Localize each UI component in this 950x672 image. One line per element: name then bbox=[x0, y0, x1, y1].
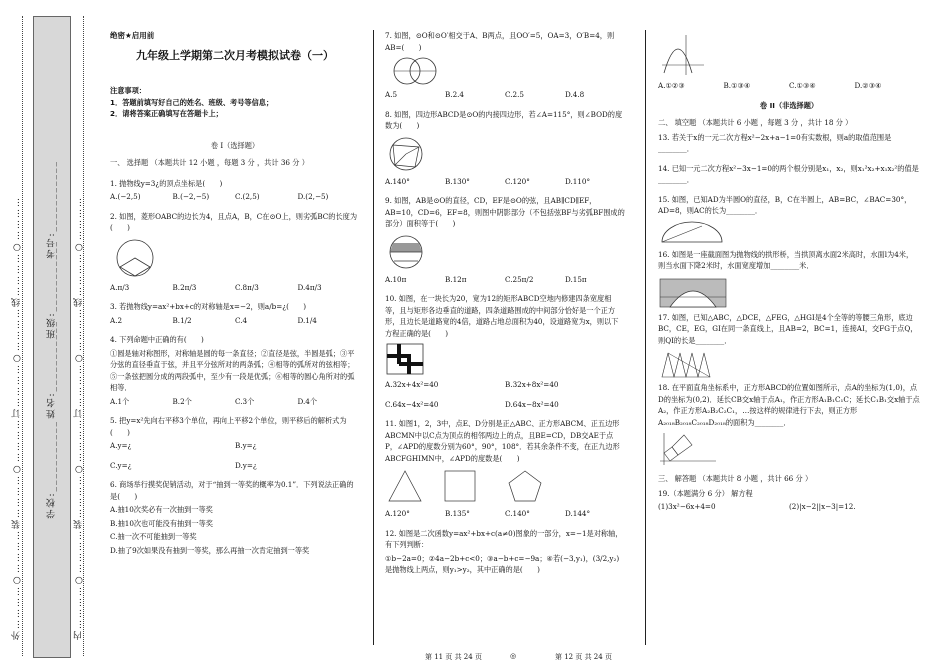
notice-item: 1．答题前填写好自己的姓名、班级、考号等信息； bbox=[110, 97, 274, 107]
shaded-circle-figure bbox=[385, 233, 427, 271]
question-10: 10. 如图，在一块长为20，宽为12的矩形ABCD空地内修建四条宽度相等，且与矩形各边垂直的道路，四条道路围成的中间部分恰好是一个正方形，且边长是道路宽的4倍，道路占地总面积为40，设道路宽为x，则以下方程正确的是( ) bbox=[385, 294, 619, 338]
id-field: 考号:___________ bbox=[47, 160, 57, 259]
option: C.25π/2 bbox=[505, 274, 534, 284]
question-3-options bbox=[110, 315, 360, 327]
option: C.140° bbox=[505, 509, 530, 518]
option: B.12π bbox=[445, 274, 467, 284]
option: D.y=¿ bbox=[235, 460, 257, 470]
option: A.1个 bbox=[110, 396, 130, 406]
question-5: 5. 把y=x²先向右平移3个单位，再向上平移2个单位，则平移后的解析式为( ) bbox=[110, 416, 347, 437]
binding-margin bbox=[0, 0, 100, 672]
option: D.110° bbox=[565, 176, 591, 186]
option: C.y=¿ bbox=[110, 460, 132, 470]
option: B.①③④ bbox=[723, 81, 751, 90]
column-divider bbox=[373, 30, 374, 645]
option: D.4个 bbox=[297, 396, 318, 406]
option: D.抽了9次如果没有抽到一等奖，那么再抽一次肯定抽到一等奖 bbox=[110, 545, 310, 555]
parabola-figure bbox=[658, 33, 708, 77]
option: D.4.8 bbox=[565, 90, 585, 99]
question-4: 4. 下列命题中正确的有( ) bbox=[110, 335, 204, 344]
question-11-options bbox=[385, 508, 625, 520]
question-11: 11. 如图1，2，3中，点E、D分别是正△ABC、正方形ABCM、正五边形ABCMN中以C点为顶点的相邻两边上的点，且BE=CD，DB交AE于点P，∠APD的度数分别为60°，90°，108°．若其余条件不变，在正九边形ABCFGHIMN中，∠APD的度数是( ) bbox=[385, 419, 620, 463]
option: B.(−2,−5) bbox=[172, 192, 210, 201]
arch-bridge-figure bbox=[658, 275, 728, 309]
question-12-options bbox=[658, 80, 920, 92]
option: C.2.5 bbox=[505, 90, 524, 99]
option: B.1/2 bbox=[172, 315, 192, 325]
column-3 bbox=[658, 30, 920, 521]
option: D.②③④ bbox=[854, 81, 882, 90]
question-19: 19.（本题满分 6 分） 解方程 bbox=[658, 488, 753, 498]
semicircle-figure bbox=[658, 220, 728, 246]
section-heading: 二、 填空题 （本题共计 6 小题 ，每题 3 分 ，共计 18 分 ） bbox=[658, 118, 853, 127]
option: A.π/3 bbox=[110, 282, 130, 292]
question-10-options bbox=[385, 379, 625, 391]
option: A.(−2,5) bbox=[110, 192, 141, 201]
road-rectangle-figure bbox=[385, 342, 425, 376]
sub-question: (1)3x²−6x+4=0 bbox=[658, 502, 716, 511]
section-heading: 三、 解答题 （本题共计 8 小题 ，共计 66 分 ） bbox=[658, 474, 813, 483]
option: B.y=¿ bbox=[235, 441, 257, 450]
triangles-figure bbox=[658, 349, 738, 379]
option: D.144° bbox=[565, 509, 591, 518]
option: B.2.4 bbox=[445, 90, 464, 99]
outer-binding-label: 外…………○…………装…………○…………订…………○…………线…………○………… bbox=[12, 196, 22, 640]
question-7-options bbox=[385, 89, 625, 101]
polygon-figures bbox=[385, 467, 585, 505]
option: D.(2,−5) bbox=[297, 192, 329, 201]
name-field: 姓名:___________ bbox=[47, 320, 57, 419]
sub-question: (2)|x−2||x−3|=12. bbox=[789, 502, 856, 511]
rhombus-circle-figure bbox=[110, 237, 160, 279]
question-15: 15. 如图，已知AD为半圆O的直径，B，C在半圆上，AB=BC，∠BAC=30°，AD=8，则AC的长为________． bbox=[658, 194, 912, 215]
option: A.140° bbox=[385, 176, 410, 186]
option: A.①②③ bbox=[658, 81, 685, 90]
column-1 bbox=[110, 30, 360, 558]
question-19-parts bbox=[658, 501, 920, 513]
question-4-body: ①圆是轴对称图形，对称轴是圆的每一条直径；②直径是弦，半圆是弧；③平分弦的直径垂直于弦，并且平分弦所对的两条弧；④相等的弧所对的弦相等；⑤一条弦把圆分成的两段弧中，至少有一段是优弧；⑥相等的圆心角所对的弧相等． bbox=[110, 348, 355, 392]
option: C.120° bbox=[505, 176, 530, 186]
question-10-options bbox=[385, 399, 625, 411]
page-number-right: 第 12 页 共 24 页 bbox=[555, 653, 612, 661]
option: A.5 bbox=[385, 90, 398, 99]
intersecting-circles-figure bbox=[385, 56, 445, 86]
part2-heading: 卷 II（非选择题） bbox=[759, 100, 819, 110]
option: B.抽10次也可能没有抽到一等奖 bbox=[110, 518, 213, 528]
option: B.2个 bbox=[172, 396, 192, 406]
column-divider bbox=[645, 30, 646, 645]
page-number-left: 第 11 页 共 24 页 bbox=[425, 653, 482, 661]
question-5-options bbox=[110, 460, 360, 472]
option: B.130° bbox=[445, 176, 470, 186]
question-9: 9. 如图，AB是⊙O的直径，CD，EF是⊙O的弦，且AB∥CD∥EF，AB=10，CD=6，EF=8，则图中阴影部分（不包括弦BF与劣弧BF围成的部分）面积等于( ) bbox=[385, 196, 625, 228]
question-1: 1. 抛物线y=3¿的顶点坐标是( ) bbox=[110, 178, 223, 188]
question-13: 13. 若关于x的一元二次方程x²−2x+a−1=0有实数根，则a的取值范围是________． bbox=[658, 132, 892, 153]
question-7: 7. 如图，⊙O和⊙O′相交于A、B两点，且OO′=5，OA=3，O′B=4，则AB=( ) bbox=[385, 31, 615, 52]
option: C.3个 bbox=[235, 396, 255, 406]
option: C.64x−4x²=40 bbox=[385, 399, 439, 409]
option: A.120° bbox=[385, 509, 410, 518]
question-16: 16. 如图是一座截面图为抛物线的拱形桥，当拱顶离水面2米高时，水面l为4米，则当水面下降2米时，水面宽度增加________米． bbox=[658, 249, 914, 270]
option: A.32x+4x²=40 bbox=[385, 380, 439, 389]
part1-heading: 卷 I（选择题） bbox=[210, 140, 260, 150]
option: C.(2,5) bbox=[235, 192, 260, 201]
school-field: 学校:___________ bbox=[47, 420, 57, 519]
question-2-options bbox=[110, 282, 360, 294]
question-12: 12. 如图是二次函数y=ax²+bx+c(a≠0)图象的一部分，x=−1是对称轴，有下列判断： bbox=[385, 528, 623, 549]
option: D.64x−8x²=40 bbox=[505, 399, 559, 409]
option: C.4 bbox=[235, 315, 248, 325]
question-8-options bbox=[385, 176, 625, 188]
question-5-options bbox=[110, 440, 360, 452]
option: D.4π/3 bbox=[297, 282, 322, 292]
question-14: 14. 已知一元二次方程x²−3x−1=0的两个根分别是x₁，x₂，则x₁²x₂+x₁x₂²的值是________． bbox=[658, 163, 919, 184]
class-field: 班级:___________ bbox=[47, 240, 57, 339]
option: D.1/4 bbox=[297, 315, 317, 325]
option: C.①③④ bbox=[789, 81, 816, 90]
option: D.15π bbox=[565, 274, 587, 284]
option: C.抽一次不可能抽到一等奖 bbox=[110, 532, 197, 541]
question-8: 8. 如图，四边形ABCD是⊙O的内接四边形，若∠A=115°，则∠BOD的度数为( ) bbox=[385, 109, 623, 130]
question-4-options bbox=[110, 396, 360, 408]
question-17: 17. 如图，已知△ABC，△DCE，△FEG，△HGI是4个全等的等腰三角形，底边BC，CE，EG，GI在同一条直线上，且AB=2，BC=1，连接AI，交FG于点Q，则QI的长是________． bbox=[658, 312, 918, 345]
question-12-body: ①b−2a=0；②4a−2b+c<0；③a−b+c=−9a；④若(−3,y₁)，(3/2,y₂)是抛物线上两点，则y₁>y₂，其中正确的是( ) bbox=[385, 553, 620, 574]
question-6: 6. 商场举行摸奖促销活动，对于“抽到一等奖的概率为0.1”．下列说法正确的是( ) bbox=[110, 480, 354, 501]
notice-heading: 注意事项： bbox=[110, 86, 146, 95]
option: B.32x+8x²=40 bbox=[505, 380, 559, 389]
notice-item: 2．请将答案正确填写在答题卡上； bbox=[110, 109, 223, 118]
question-18: 18. 在平面直角坐标系中，正方形ABCD的位置如图所示，点A的坐标为(1,0)，点D的坐标为(0,2)．延长CB交x轴于点A₁，作正方形A₁B₁C₁C；延长C₁B₁交x轴于点A₂，作正方形A₂B₂C₂C₁，…按这样的规律进行下去，则正方形A₂₀₁₈B₂₀₁₈C₂₀₁₈D₂₀₁₈的面积为________． bbox=[658, 383, 920, 427]
question-9-options bbox=[385, 274, 625, 286]
option: A.y=¿ bbox=[110, 441, 132, 450]
question-1-options bbox=[110, 191, 360, 203]
column-2 bbox=[385, 30, 625, 578]
option: C.8π/3 bbox=[235, 282, 259, 292]
center-mark: ◎ bbox=[510, 652, 517, 660]
question-3: 3. 若抛物线y=ax²+bx+c的对称轴是x=−2，则a/b=¿( ) bbox=[110, 302, 307, 311]
section-heading: 一、 选择题 （本题共计 12 小题 ，每题 3 分 ，共计 36 分 ） bbox=[110, 158, 309, 167]
option: A.10π bbox=[385, 274, 407, 284]
question-2: 2. 如图，菱形OABC的边长为4，且点A，B，C在⊙O上，则劣弧BC的长度为( ) bbox=[110, 211, 358, 232]
option: B.135° bbox=[445, 509, 470, 518]
option: A.2 bbox=[110, 315, 123, 325]
inscribed-quadrilateral-figure bbox=[385, 135, 427, 173]
inner-binding-label: 内…………○…………装…………○…………订…………○…………线…………○………… bbox=[74, 196, 84, 640]
secret-tag: 绝密★启用前 bbox=[110, 31, 155, 40]
squares-figure bbox=[658, 431, 718, 467]
option: B.2π/3 bbox=[172, 282, 197, 292]
exam-title: 九年级上学期第二次月考模拟试卷（一） bbox=[136, 48, 334, 62]
option: A.抽10次奖必有一次抽到一等奖 bbox=[110, 505, 213, 514]
